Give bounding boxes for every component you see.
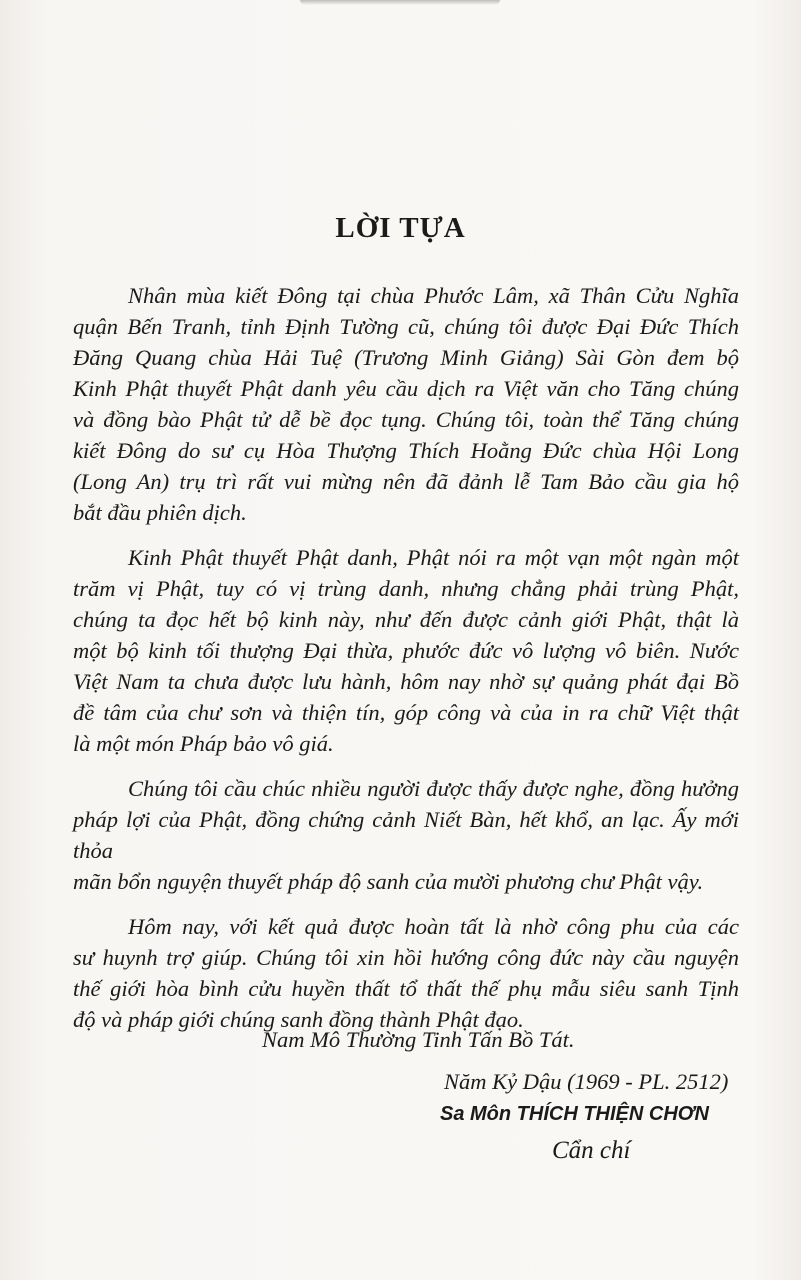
text-line: Chúng tôi cầu chúc nhiều người được thấy được nghe, đồng hưởng bbox=[128, 776, 739, 801]
text-line: thế giới hòa bình cửu huyền thất tổ thất thế phụ mẫu siêu sanh Tịnh bbox=[73, 976, 739, 1001]
text-line: sư huynh trợ giúp. Chúng tôi xin hồi hướng công đức này cầu nguyện bbox=[73, 945, 739, 970]
text-line: Việt Nam ta chưa được lưu hành, hôm nay nhờ sự quảng phát đại Bồ bbox=[73, 669, 739, 694]
text-line: là một món Pháp bảo vô giá. bbox=[73, 731, 334, 756]
text-line: kiết Đông do sư cụ Hòa Thượng Thích Hoằng Đức chùa Hội Long bbox=[73, 438, 739, 463]
preface-body bbox=[73, 280, 739, 1049]
text-line: quận Bến Tranh, tỉnh Định Tường cũ, chúng tôi được Đại Đức Thích bbox=[73, 314, 739, 339]
text-line: trăm vị Phật, tuy có vị trùng danh, nhưng chẳng phải trùng Phật, bbox=[73, 576, 739, 601]
text-line: Kinh Phật thuyết Phật danh yêu cầu dịch ra Việt văn cho Tăng chúng bbox=[73, 376, 739, 401]
paragraph-3 bbox=[73, 773, 739, 897]
text-line: Đăng Quang chùa Hải Tuệ (Trương Minh Giảng) Sài Gòn đem bộ bbox=[73, 345, 739, 370]
text-line: chúng ta đọc hết bộ kinh này, như đến được cảnh giới Phật, thật là bbox=[73, 607, 739, 632]
text-line: độ và pháp giới chúng sanh đồng thành Phật đạo. bbox=[73, 1007, 524, 1032]
text-line: Nhân mùa kiết Đông tại chùa Phước Lâm, xã Thân Cửu Nghĩa bbox=[128, 283, 739, 308]
author-name: Sa Môn THÍCH THIỆN CHƠN bbox=[440, 1103, 709, 1125]
text-line: mãn bổn nguyện thuyết pháp độ sanh của mười phương chư Phật vậy. bbox=[73, 869, 704, 894]
text-line: đề tâm của chư sơn và thiện tín, góp công và của in ra chữ Việt thật bbox=[73, 700, 739, 725]
text-line: (Long An) trụ trì rất vui mừng nên đã đảnh lễ Tam Bảo cầu gia hộ bbox=[73, 469, 739, 494]
date-line: Năm Kỷ Dậu (1969 - PL. 2512) bbox=[444, 1069, 729, 1094]
paragraph-2 bbox=[73, 542, 739, 759]
text-line: một bộ kinh tối thượng Đại thừa, phước đức vô lượng vô biên. Nước bbox=[73, 638, 739, 663]
text-line: bắt đầu phiên dịch. bbox=[73, 500, 247, 525]
paragraph-4 bbox=[73, 911, 739, 1035]
text-line: và đồng bào Phật tử dễ bề đọc tụng. Chúng tôi, toàn thể Tăng chúng bbox=[73, 407, 739, 432]
paragraph-1 bbox=[73, 280, 739, 528]
text-line: Kinh Phật thuyết Phật danh, Phật nói ra một vạn một ngàn một bbox=[128, 545, 739, 570]
page-binding-shadow bbox=[300, 0, 500, 5]
signature-note: Cẩn chí bbox=[552, 1137, 631, 1164]
closing-invocation: Nam Mô Thường Tinh Tấn Bồ Tát. bbox=[262, 1027, 575, 1052]
page-title: LỜI TỰA bbox=[335, 212, 466, 244]
text-line: pháp lợi của Phật, đồng chứng cảnh Niết Bàn, hết khổ, an lạc. Ấy mới thỏa bbox=[73, 807, 739, 863]
text-line: Hôm nay, với kết quả được hoàn tất là nhờ công phu của các bbox=[128, 914, 739, 939]
